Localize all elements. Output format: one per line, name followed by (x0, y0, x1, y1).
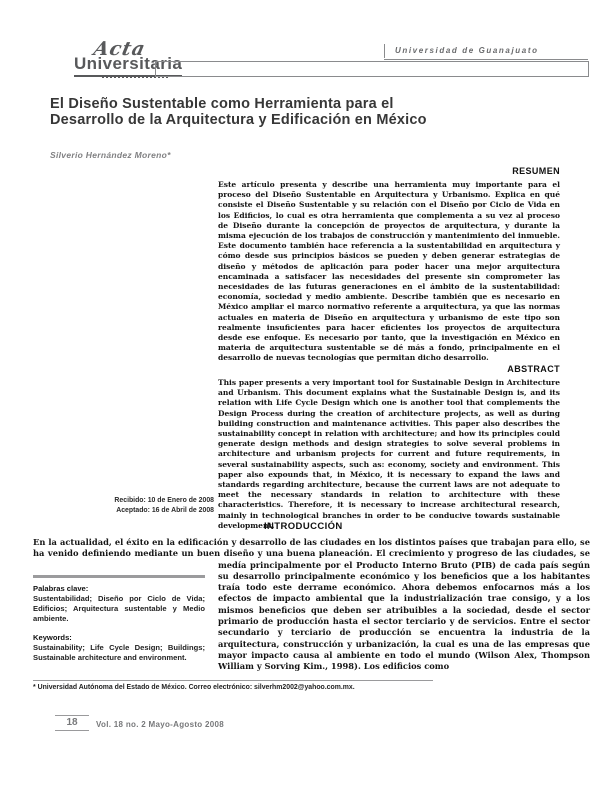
masthead-vertical-divider (384, 44, 385, 58)
manuscript-dates (98, 496, 214, 515)
article-author: Silverio Hernández Moreno* (50, 150, 171, 160)
resumen-text: Este artículo presenta y describe una herramienta muy importante para el proceso del Diseño Sustentable en Arquitectura y Urbanismo. Explica en qué consiste el Diseño Sustentable y su relación con el Diseño por Ciclo de Vida en los Edificios, lo cual es otra herramienta que complementa a su vez al proceso de Diseño durante la concepción de proyectos de arquitectura, y durante la misma ejecución de los trabajos de construcción y mantenimiento del inmueble. Este documento también hace referencia a la sustentabilidad en arquitectura y cómo desde sus principios básicos se pueden y deben generar estrategias de diseño y métodos de aplicación para poder hacer una mejor arquitectura encaminada a satisfacer las necesidades del presente sin comprometer las necesidades de las futuras generaciones en el ámbito de la sustentabilidad: economía, sociedad y medio ambiente. Describe también que es necesario en México ampliar el marco normativo referente a arquitectura, ya que las normas actuales en materia de Diseño en arquitectura y urbanismo de este tipo son realmente insuficientes para hacer eficientes los proyectos de arquitectura desde ese enfoque. Es necesario por tanto, que la investigación en México en materia de arquitectura sustentable se dé más a fondo, principalmente en el desarrollo de nuevas tecnologías que permitan dicho desarrollo. (218, 180, 560, 363)
sidebar-rule (33, 575, 205, 578)
author-affiliation-footnote: * Universidad Autónoma del Estado de México. Correo electrónico: silverhm2002@yahoo.com.mx. (33, 684, 355, 691)
logo-script-acta: Acta (91, 38, 148, 60)
volume-issue-info: Vol. 18 no. 2 Mayo-Agosto 2008 (96, 720, 224, 729)
masthead-banner-box (155, 61, 589, 77)
introduccion-heading: INTRODUCCIÓN (264, 521, 343, 532)
footnote-rule (33, 680, 433, 681)
introduccion-section (33, 537, 590, 679)
article-title: El Diseño Sustentable como Herramienta para el Desarrollo de la Arquitectura y Edificación en México (50, 96, 427, 128)
university-name: Universidad de Guanajuato (395, 46, 539, 55)
keywords-sidebar (33, 561, 218, 679)
abstract-heading: ABSTRACT (507, 364, 560, 374)
received-date: Recibido: 10 de Enero de 2008 (114, 497, 214, 504)
introduccion-text: En la actualidad, el éxito en la edificación y desarrollo de las ciudades en los distintos países que trabajan para ello, se ha venido definiendo mediante un buen diseño y una buena planeación. El crecimiento y progreso de las ciudades, se medía principalmente por el Producto Interno Bruto (PIB) de cada país según su desarrollo principalmente económico y los beneficios que a los habitantes traía todo este derrame económico. Ahora debemos enfocarnos más a los efectos de impacto ambiental que la industrialización trae consigo, y a los mismos beneficios que deben ser atribuibles a la sociedad, desde el sector primario de producción hasta el sector terciario y de servicios. Entre el sector secundario y terciario de producción se encuentra la industria de la arquitectura, construcción y urbanización, la cual es una de las empresas que mayor impacto causa al ambiente en todo el mundo (Wilson Alex, Thompson William y Sorving Kim., 1998). Los edificios como (33, 537, 590, 672)
accepted-date: Aceptado: 16 de Abril de 2008 (116, 506, 214, 514)
keywords-label: Keywords: (33, 633, 72, 642)
page-number: 18 (55, 715, 89, 731)
abstract-text: This paper presents a very important tool for Sustainable Design in Architecture and Urbanism. This document explains what the Sustainable Design is, and its relation with Life Cycle Design which one is another tool that complements the Design Process during the creation of architecture projects, as well as during building construction and maintenance activities. This paper also describes the sustainability concept in relation with architecture; and how its principles could generate design methods and design strategies to solve several problems in architecture and urbanism projects for current and future requirements, in several sustainability aspects, such as: economy, society and environment. This paper also expounds that, in México, it is necessary to expand the laws and standards regarding architecture, because the current laws are not adequate to meet the necessary standards in relation to architecture with these characteristics. Therefore, it is necessary to increase architectural research, mainly in technological branches in order to be conducive towards sustainable development. (218, 378, 560, 530)
resumen-heading: RESUMEN (512, 166, 560, 176)
keywords-text: Sustainability; Life Cycle Design; Buildings; Sustainable architecture and environment. (33, 643, 205, 662)
masthead-horizontal-rule (384, 59, 588, 60)
palabras-clave-text: Sustentabilidad; Diseño por Ciclo de Vida; Edificios; Arquitectura sustentable y Medio ambiente. (33, 594, 205, 623)
logo-word-universitaria: Universitaria (74, 54, 182, 77)
palabras-clave-label: Palabras clave: (33, 584, 89, 593)
